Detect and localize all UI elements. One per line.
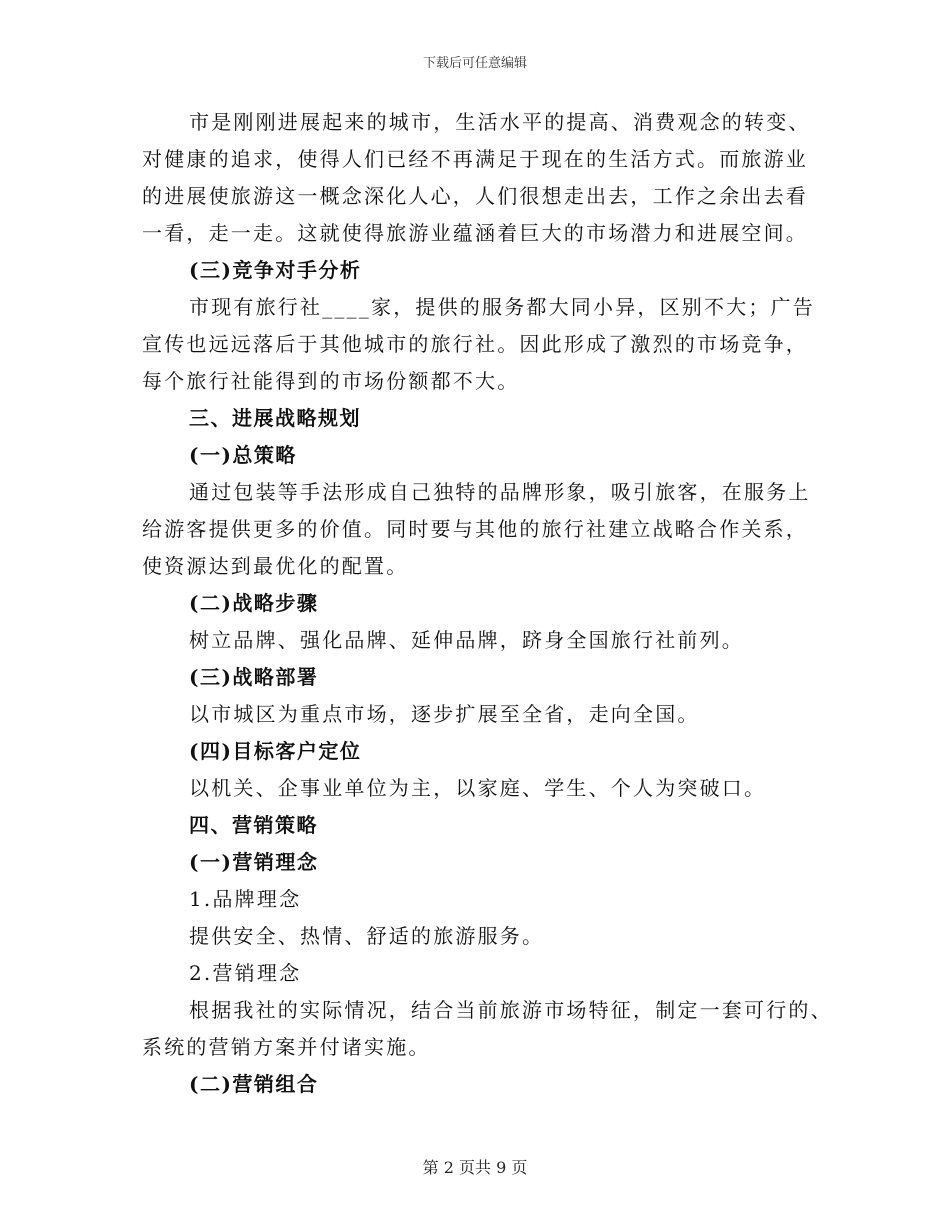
section-heading: (一)营销理念: [189, 850, 319, 874]
paragraph-line: 每个旅行社能得到的市场份额都不大。: [142, 369, 520, 393]
paragraph-line: 对健康的追求，使得人们已经不再满足于现在的生活方式。而旅游业: [142, 147, 808, 171]
paragraph-line: 以市城区为重点市场，逐步扩展至全省，走向全国。: [189, 702, 700, 726]
paragraph-line: 树立品牌、强化品牌、延伸品牌，跻身全国旅行社前列。: [189, 628, 744, 652]
paragraph-line: 根据我社的实际情况，结合当前旅游市场特征，制定一套可行的、: [189, 998, 833, 1022]
page-header: 下载后可任意编辑: [422, 56, 527, 71]
paragraph-line: 以机关、企事业单位为主，以家庭、学生、个人为突破口。: [189, 776, 767, 800]
paragraph-line: 1.品牌理念: [189, 887, 302, 911]
section-heading: (四)目标客户定位: [189, 739, 362, 763]
paragraph-line: 市是刚刚进展起来的城市，生活水平的提高、消费观念的转变、: [189, 110, 811, 134]
paragraph-line: 提供安全、热情、舒适的旅游服务。: [189, 924, 545, 948]
paragraph-line: 使资源达到最优化的配置。: [142, 554, 409, 578]
section-heading: 三、进展战略规划: [189, 406, 361, 430]
section-heading: (三)竞争对手分析: [189, 258, 362, 282]
paragraph-line: 市现有旅行社____家，提供的服务都大同小异，区别不大；广告: [189, 295, 815, 319]
section-heading: 四、营销策略: [189, 813, 318, 837]
paragraph-line: 通过包装等手法形成自己独特的品牌形象，吸引旅客，在服务上: [189, 480, 811, 504]
paragraph-line: 一看，走一走。这就使得旅游业蕴涵着巨大的市场潜力和进展空间。: [142, 221, 808, 245]
paragraph-line: 的进展使旅游这一概念深化人心，人们很想走出去，工作之余出去看: [142, 184, 808, 208]
section-heading: (二)战略步骤: [189, 591, 319, 615]
section-heading: (二)营销组合: [189, 1072, 319, 1096]
document-body: [142, 104, 833, 1103]
section-heading: (一)总策略: [189, 443, 297, 467]
paragraph-line: 宣传也远远落后于其他城市的旅行社。因此形成了激烈的市场竞争，: [142, 332, 808, 356]
page-number: 第 2 页共 9 页: [422, 1158, 528, 1177]
paragraph-line: 给游客提供更多的价值。同时要与其他的旅行社建立战略合作关系，: [142, 517, 808, 541]
section-heading: (三)战略部署: [189, 665, 319, 689]
paragraph-line: 2.营销理念: [189, 961, 302, 985]
paragraph-line: 系统的营销方案并付诸实施。: [142, 1035, 431, 1059]
